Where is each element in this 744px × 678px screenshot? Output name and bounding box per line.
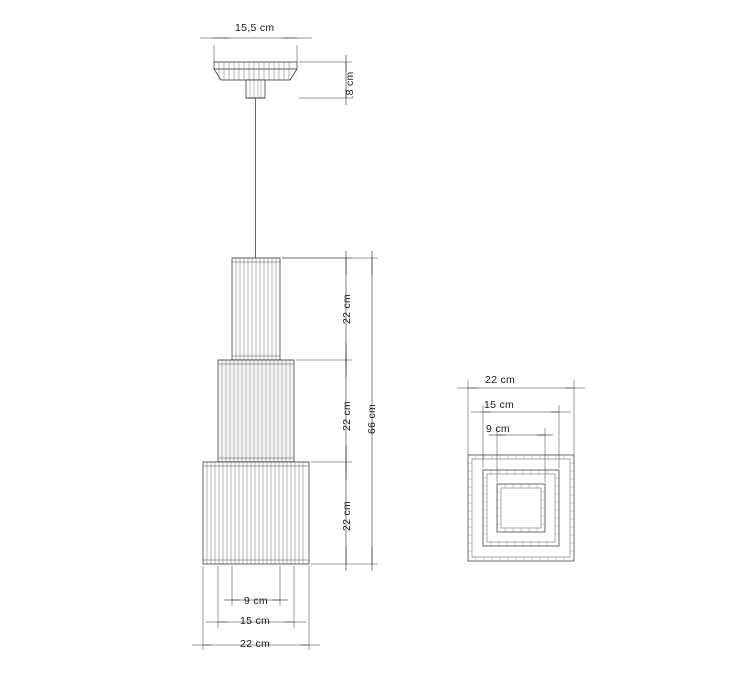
dim-tier-top-height: 22 cm bbox=[341, 293, 353, 325]
dim-plan-middle-width: 15 cm bbox=[484, 399, 515, 411]
bottom-width-dimension-chain bbox=[192, 566, 320, 650]
dim-tier-mid-height: 22 cm bbox=[341, 400, 353, 432]
dim-plan-inner-width: 9 cm bbox=[486, 423, 510, 435]
dim-plan-outer-width: 22 cm bbox=[485, 374, 516, 386]
canopy-height-dimension bbox=[299, 55, 352, 105]
dim-tier-bottom-height: 22 cm bbox=[341, 500, 353, 532]
lamp-tier-bottom bbox=[203, 462, 309, 564]
dim-bottom-width-mid: 15 cm bbox=[240, 615, 271, 627]
dim-bottom-width-large: 22 cm bbox=[240, 638, 271, 650]
plan-view-geometry bbox=[457, 380, 585, 561]
lamp-tier-middle bbox=[218, 360, 294, 462]
dim-canopy-width: 15,5 cm bbox=[235, 22, 275, 34]
plan-width-dimension-chain bbox=[457, 380, 585, 482]
ceiling-canopy bbox=[214, 62, 297, 98]
dim-total-height: 66 cm bbox=[366, 403, 378, 435]
plan-middle-square bbox=[483, 470, 559, 546]
plan-inner-square bbox=[497, 484, 545, 532]
dim-bottom-width-small: 9 cm bbox=[244, 595, 268, 607]
dim-canopy-height: .8 cm bbox=[344, 71, 356, 99]
canopy-width-dimension bbox=[200, 38, 312, 62]
front-elevation-geometry bbox=[192, 38, 378, 650]
plan-outer-square bbox=[468, 455, 574, 561]
lamp-tier-top bbox=[232, 258, 280, 360]
